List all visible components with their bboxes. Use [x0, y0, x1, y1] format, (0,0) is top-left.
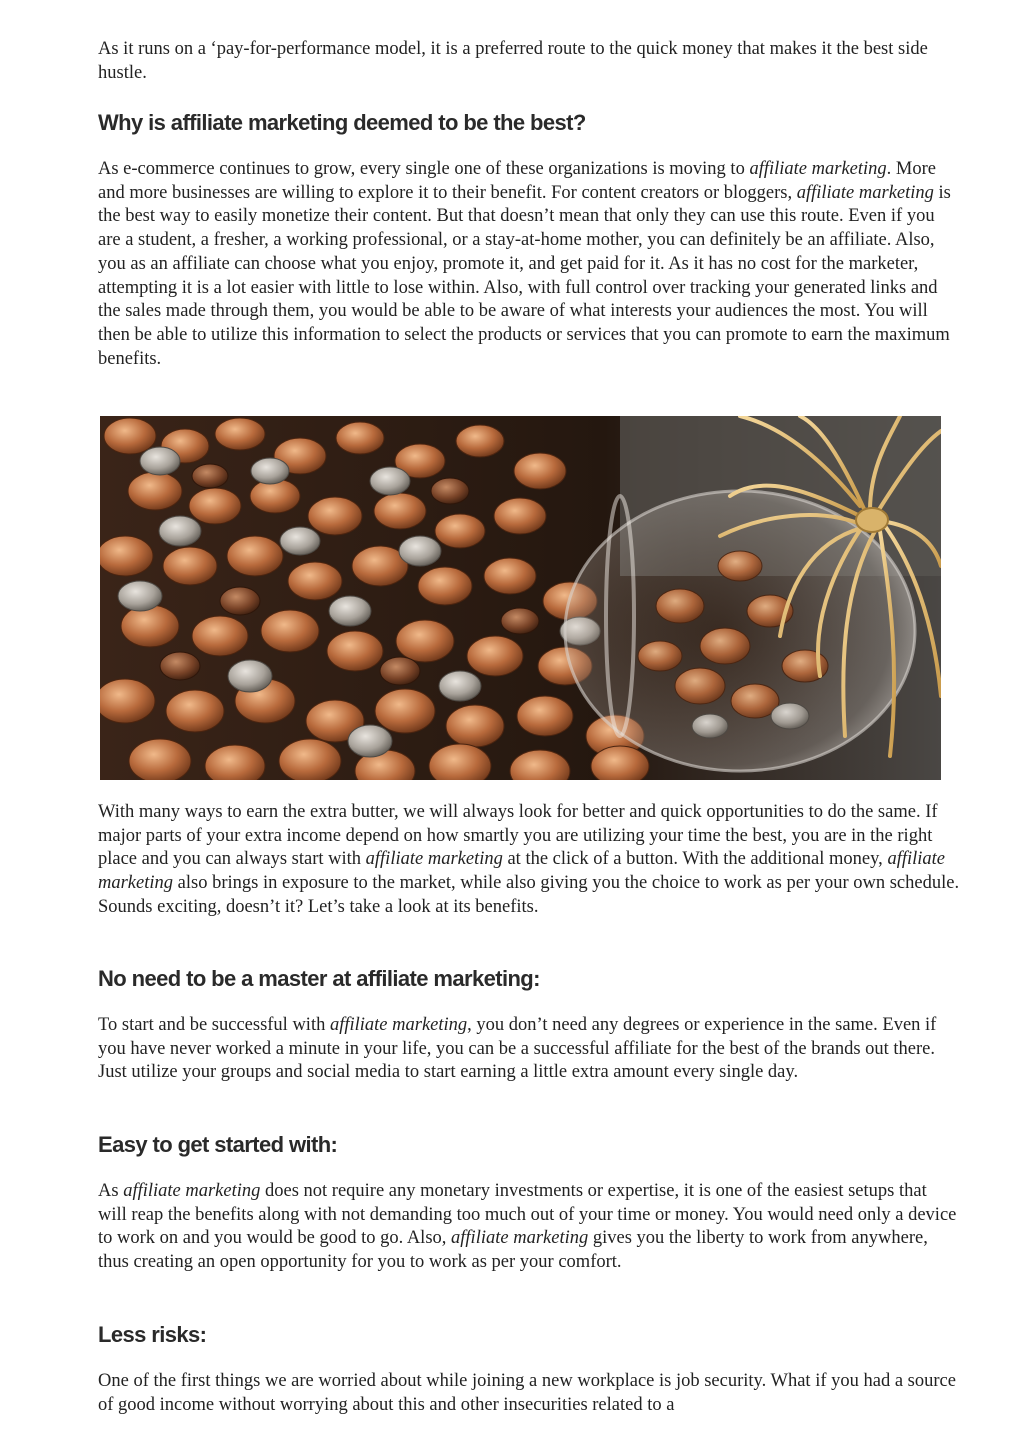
paragraph-no-master: To start and be successful with affiliate marketing, you don’t need any degrees or experience in the same. Even if you have never worked a minute in your life, you can be a successful affiliate for the best of the brands out there. Just utilize your groups and social media to start earning a little extra amount every single day. [98, 1015, 937, 1083]
paragraph-easy-start: As affiliate marketing does not require any monetary investments or expertise, it is one of the easiest setups that will reap the benefits along with not demanding too much out of your time or money. You would need only a device to work on and you would be good to go. Also, affiliate marketing gives you the liberty to work from anywhere, thus creating an open opportunity for you to work as per your comfort. [98, 1181, 957, 1273]
heading-no-master: No need to be a master at affiliate marketing: [98, 966, 540, 991]
paragraph-less-risks: One of the first things we are worried about while joining a new workplace is job security. What if you had a source of good income without worrying about this and other insecurities related to a [98, 1371, 956, 1415]
heading-less-risks: Less risks: [98, 1322, 207, 1347]
intro-paragraph: As it runs on a ‘pay-for-performance model, it is a preferred route to the quick money that makes it the best side hustle. [98, 39, 928, 83]
paragraph-why-best: As e-commerce continues to grow, every single one of these organizations is moving to affiliate marketing. More and more businesses are willing to explore it to their benefit. For content creators or bloggers, affiliate marketing is the best way to easily monetize their content. But that doesn’t mean that only they can use this route. Even if you are a student, a fresher, a working professional, or a stay-at-home mother, you can definitely be an affiliate. Also, you as an affiliate can choose what you enjoy, promote it, and get paid for it. As it has no cost for the marketer, attempting it is a lot easier with little to lose within. Also, with full control over tracking your generated links and the sales made through them, you would be able to be aware of what interests your audiences the most. You will then be able to utilize this information to select the products or services that you can promote to earn the maximum benefits. [98, 159, 951, 369]
glass-jar [565, 491, 915, 771]
coins-jar-photo [100, 416, 941, 780]
heading-easy-start: Easy to get started with: [98, 1132, 338, 1157]
straw-knot [856, 508, 888, 532]
paragraph-after-image: With many ways to earn the extra butter, we will always look for better and quick opportunities to do the same. If major parts of your extra income depend on how smartly you are utilizing your time the best, you are in the right place and you can always start with affiliate marketing at the click of a button. With the additional money, affiliate marketing also brings in exposure to the market, while also giving you the choice to work as per your own schedule. Sounds exciting, doesn’t it? Let’s take a look at its benefits. [98, 802, 960, 917]
heading-why-best: Why is affiliate marketing deemed to be the best? [98, 110, 586, 135]
